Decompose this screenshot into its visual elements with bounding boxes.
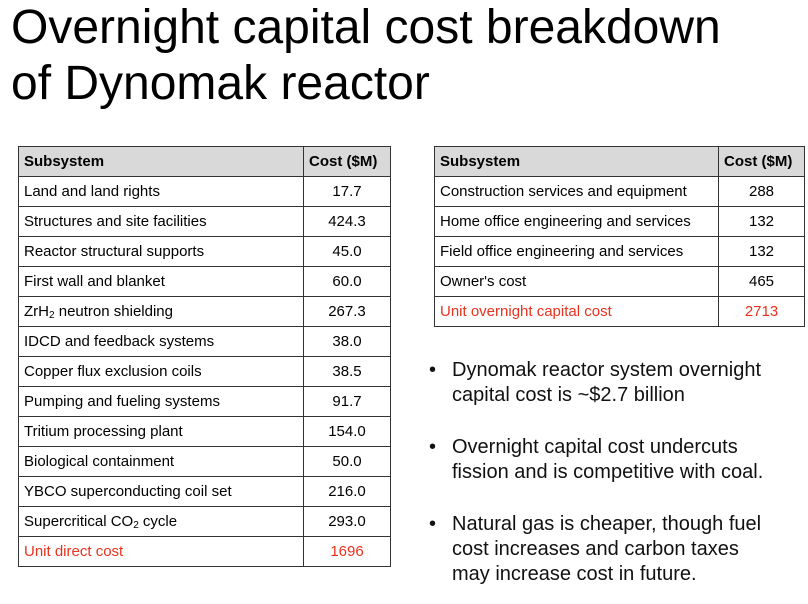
- cost-cell: 132: [719, 237, 805, 267]
- table-row: [435, 177, 805, 207]
- table-row: [435, 237, 805, 267]
- indirect-cost-table: [434, 146, 805, 327]
- subsystem-name-part: cycle: [138, 513, 178, 530]
- direct-cost-table: [18, 146, 391, 567]
- subscript: 2: [133, 520, 139, 531]
- table-row: [19, 297, 391, 327]
- bullet-list: [426, 358, 804, 604]
- table-header-row: [19, 147, 391, 177]
- cost-cell: 216.0: [304, 477, 391, 507]
- title-line-2: of Dynomak reactor: [11, 57, 430, 110]
- cost-cell: 288: [719, 177, 805, 207]
- cost-cell: 38.5: [304, 357, 391, 387]
- table-row: [19, 237, 391, 267]
- cost-cell: 45.0: [304, 237, 391, 267]
- bullet-item: [426, 358, 804, 408]
- bullet-line: Dynomak reactor system overnight: [452, 359, 762, 381]
- cost-cell: 267.3: [304, 297, 391, 327]
- cost-cell: 38.0: [304, 327, 391, 357]
- cost-cell: 91.7: [304, 387, 391, 417]
- subsystem-name-part: ZrH: [24, 303, 49, 320]
- bullet-line: capital cost is ~$2.7 billion: [452, 384, 685, 406]
- bullet-dot-icon: •: [429, 359, 437, 381]
- subsystem-cell: Pumping and fueling systems: [19, 387, 304, 417]
- bullet-line: may increase cost in future.: [452, 563, 697, 585]
- subsystem-name-part: neutron shielding: [54, 303, 173, 320]
- subsystem-cell: Structures and site facilities: [19, 207, 304, 237]
- subsystem-cell: YBCO superconducting coil set: [19, 477, 304, 507]
- table-row: [19, 387, 391, 417]
- cost-cell: 465: [719, 267, 805, 297]
- cost-cell: 293.0: [304, 507, 391, 537]
- bullet-line: fission and is competitive with coal.: [452, 461, 764, 483]
- cost-cell: 50.0: [304, 447, 391, 477]
- table-row: [435, 267, 805, 297]
- table-header-row: [435, 147, 805, 177]
- subsystem-cell: Biological containment: [19, 447, 304, 477]
- column-header-subsystem: Subsystem: [19, 147, 304, 177]
- table-row: [19, 267, 391, 297]
- total-value: 2713: [719, 297, 805, 327]
- bullet-line: Overnight capital cost undercuts: [452, 436, 738, 458]
- subsystem-cell: Reactor structural supports: [19, 237, 304, 267]
- subsystem-cell: [19, 507, 304, 537]
- total-row: [19, 537, 391, 567]
- subsystem-cell: Copper flux exclusion coils: [19, 357, 304, 387]
- total-label: Unit direct cost: [19, 537, 304, 567]
- bullet-item: [426, 435, 804, 485]
- subsystem-cell: Tritium processing plant: [19, 417, 304, 447]
- column-header-cost: Cost ($M): [719, 147, 805, 177]
- bullet-line: Natural gas is cheaper, though fuel: [452, 513, 762, 535]
- total-label: Unit overnight capital cost: [435, 297, 719, 327]
- table-row: [19, 447, 391, 477]
- subsystem-name-part: Supercritical CO: [24, 513, 134, 530]
- table-row: [19, 357, 391, 387]
- bullet-dot-icon: •: [429, 513, 437, 535]
- table-row: [19, 207, 391, 237]
- subsystem-cell: Home office engineering and services: [435, 207, 719, 237]
- cost-cell: 60.0: [304, 267, 391, 297]
- subsystem-cell: Land and land rights: [19, 177, 304, 207]
- subsystem-cell: [19, 297, 304, 327]
- subsystem-cell: Owner's cost: [435, 267, 719, 297]
- table-row: [19, 507, 391, 537]
- table-row: [19, 477, 391, 507]
- cost-cell: 17.7: [304, 177, 391, 207]
- cost-cell: 132: [719, 207, 805, 237]
- subsystem-cell: Field office engineering and services: [435, 237, 719, 267]
- subscript: 2: [49, 310, 55, 321]
- bullet-item: [426, 512, 804, 587]
- table-row: [19, 417, 391, 447]
- table-row: [19, 177, 391, 207]
- slide-title: [11, 0, 721, 112]
- table-row: [19, 327, 391, 357]
- subsystem-cell: First wall and blanket: [19, 267, 304, 297]
- column-header-subsystem: Subsystem: [435, 147, 719, 177]
- total-row: [435, 297, 805, 327]
- bullet-line: cost increases and carbon taxes: [452, 538, 739, 560]
- total-value: 1696: [304, 537, 391, 567]
- subsystem-cell: IDCD and feedback systems: [19, 327, 304, 357]
- subsystem-cell: Construction services and equipment: [435, 177, 719, 207]
- bullet-dot-icon: •: [429, 436, 437, 458]
- title-line-1: Overnight capital cost breakdown: [11, 1, 721, 54]
- column-header-cost: Cost ($M): [304, 147, 391, 177]
- table-row: [435, 207, 805, 237]
- cost-cell: 424.3: [304, 207, 391, 237]
- cost-cell: 154.0: [304, 417, 391, 447]
